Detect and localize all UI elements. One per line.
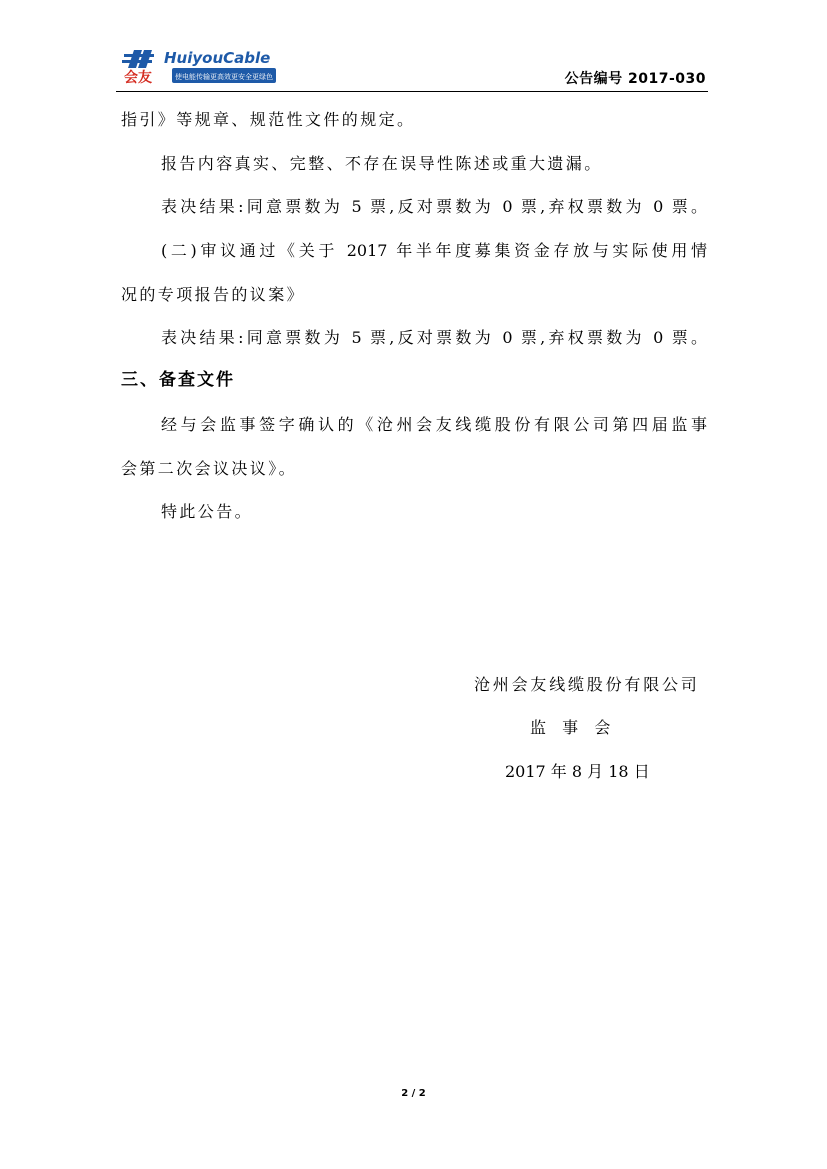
logo-slogan: 使电能传输更高效更安全更绿色 xyxy=(175,73,273,81)
logo-mark-icon xyxy=(122,50,154,68)
section-heading: 三、备查文件 xyxy=(121,370,235,390)
logo-cn-text: 会友 xyxy=(124,70,152,86)
document-number: 公告编号 2017-030 xyxy=(564,71,706,87)
reference-document-cont: 会第二次会议决议》。 xyxy=(121,459,298,478)
reference-document: 经与会监事签字确认的《沧州会友线缆股份有限公司第四届监事 xyxy=(161,415,707,434)
vote-result-1: 表决结果:同意票数为 5 票,反对票数为 0 票,弃权票数为 0 票。 xyxy=(161,197,707,216)
resolution-2-title-cont: 况的专项报告的议案》 xyxy=(121,285,306,304)
logo-en-text: HuiyouCable xyxy=(164,49,271,67)
signature-date: 2017 年 8 月 18 日 xyxy=(505,762,650,781)
page-number: 2 / 2 xyxy=(401,1088,426,1099)
closing-text: 特此公告。 xyxy=(161,502,254,521)
signature-company: 沧州会友线缆股份有限公司 xyxy=(474,675,700,694)
page-header xyxy=(116,46,708,93)
company-logo xyxy=(120,46,278,86)
vote-result-2: 表决结果:同意票数为 5 票,反对票数为 0 票,弃权票数为 0 票。 xyxy=(161,328,707,347)
header-divider xyxy=(116,91,708,92)
paragraph-text: 指引》等规章、规范性文件的规定。 xyxy=(121,110,416,129)
resolution-2-title: (二)审议通过《关于 2017 年半年度募集资金存放与实际使用情 xyxy=(161,241,707,260)
paragraph-text: 报告内容真实、完整、不存在误导性陈述或重大遗漏。 xyxy=(161,154,603,173)
signature-board: 监 事 会 xyxy=(530,718,613,737)
